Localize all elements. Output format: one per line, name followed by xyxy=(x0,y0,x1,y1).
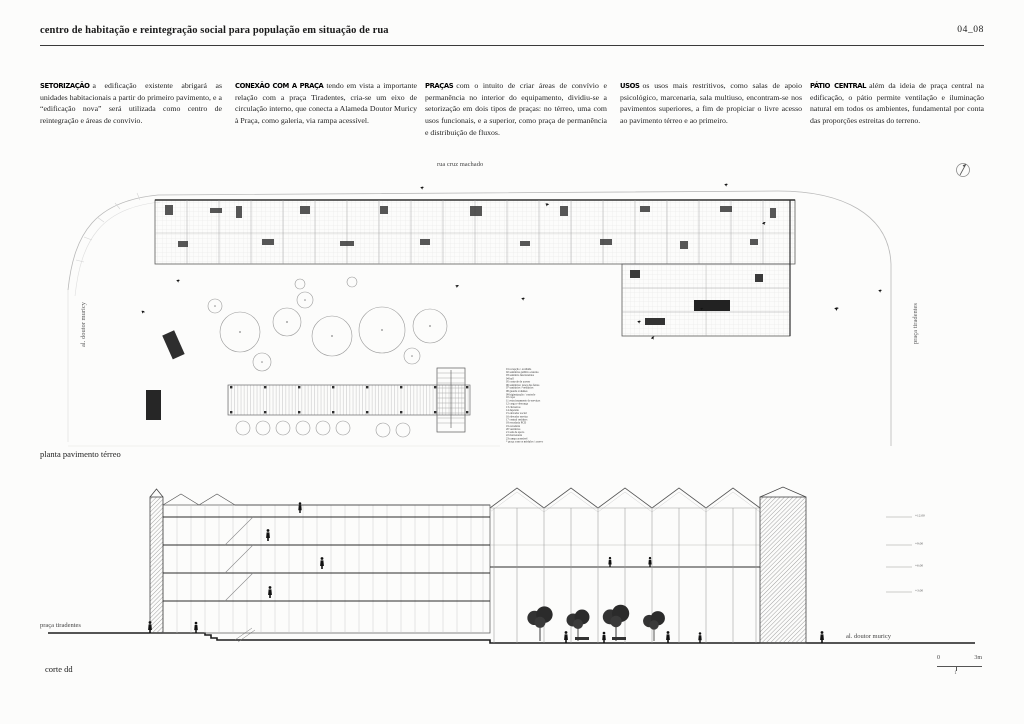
column-body: com o intuito de criar áreas de convívio e permanência no interior do equipamento, dividiu-se a setorização em dois tipos de praças: no térreo, uma com usos funcionais, e a superior, como praça de permanência e distribuição de fluxos. xyxy=(425,81,607,137)
column-body: tendo em vista a importante relação com a praça Tiradentes, cria-se um eixo de circulação interno, que conecta a Alameda Doutor Muricy à Praça, como galeria, via rampa acessível. xyxy=(235,81,417,126)
section-hall xyxy=(490,488,760,643)
legend-item: 08 guarda volumes xyxy=(506,390,528,393)
column-body: os usos mais restritivos, como salas de apoio psicológico, marcenaria, sala multiuso, encontram-se nos pavimentos superiores, a fim de propiciar o livre acesso ao pavimento térreo e ao primeiro. xyxy=(620,81,802,126)
plan-building-strip xyxy=(155,200,795,264)
column-lead: USOS xyxy=(620,82,640,90)
text-column-usos xyxy=(620,80,802,127)
elevation-marker-lines xyxy=(886,517,912,592)
legend-item: 09 higienização / controle xyxy=(506,393,536,397)
legend-item: 19 escadaria xyxy=(506,424,521,428)
legend-item: 02 sanitários público externo xyxy=(506,371,539,374)
legend-item: 14 depósito xyxy=(506,409,520,412)
legend-item: 18 escadaria PCD xyxy=(506,421,527,425)
plan-plaza-trees xyxy=(208,277,447,371)
scale-zero-label: 0 xyxy=(937,655,940,661)
plan-caption: planta pavimento térreo xyxy=(40,449,121,459)
scale-max-label: 3m xyxy=(974,655,982,661)
plan-vehicle xyxy=(146,390,161,420)
legend-item: 03 sanitário funcionários xyxy=(506,374,535,378)
section-label-praca-tiradentes: praça tiradentes xyxy=(40,622,81,629)
legend-item: 11 estacionamento de serviços xyxy=(506,399,541,403)
elevation-level-label: +12.00 xyxy=(915,514,925,518)
legend-item: 01 recepção / acolhida xyxy=(506,368,532,371)
section-drawing xyxy=(48,487,975,643)
legend-item: 21 sala de apoio xyxy=(506,431,525,434)
legend-item: 12 carga e descarga xyxy=(506,402,529,406)
legend-item: 04 hall xyxy=(506,377,514,381)
legend-item: 23 rampa acessível xyxy=(506,437,528,441)
elevation-level-label: +9.00 xyxy=(915,542,924,546)
column-lead: SETORIZAÇÃO xyxy=(40,82,90,90)
street-label-al-doutor-muricy: al. doutor muricy xyxy=(80,302,87,347)
section-right-block xyxy=(760,487,806,643)
street-label-praca-tiradentes: praça tiradentes xyxy=(912,303,919,344)
legend-item: 13 chuveiros xyxy=(506,405,521,409)
legend-item: 05 controle de acesso xyxy=(506,380,531,384)
plan-legend-list xyxy=(506,368,605,444)
section-caption: corte dd xyxy=(45,664,73,674)
section-left-wall xyxy=(150,497,163,633)
legend-item: 15 elevador social xyxy=(506,412,527,416)
elevation-level-label: +6.00 xyxy=(915,564,924,568)
text-column-pracas xyxy=(425,80,607,138)
section-ground-line xyxy=(48,633,975,643)
sheet-page-number: 04_08 xyxy=(957,25,984,35)
legend-item: 10 copa xyxy=(506,396,515,400)
section-left-block xyxy=(163,494,490,633)
text-column-setorizacao xyxy=(40,80,222,127)
text-column-conexao xyxy=(235,80,417,127)
column-body: a edificação existente abrigará as unidades habitacionais a partir do primeiro pavimento, e a “edificação nova” será utilizada como centro de reintegração e áreas de convívio. xyxy=(40,81,222,126)
legend-item: * praça com os módulos / acervo xyxy=(506,440,544,444)
legend-item: 17 central resíduos xyxy=(506,418,528,422)
plan-pergola xyxy=(228,385,470,437)
column-lead: CONEXÃO COM A PRAÇA xyxy=(235,82,324,90)
section-label-al-doutor-muricy: al. doutor muricy xyxy=(846,633,891,640)
scale-bar xyxy=(930,655,982,679)
column-body: além da ideia de praça central na edificação, o pátio permite ventilação e iluminação natural em todos os ambientes, fundamental por conta das proporções estreitas do terreno. xyxy=(810,81,984,126)
legend-item: 20 vestiários xyxy=(506,427,521,431)
scale-mid-label: 1 xyxy=(954,670,957,676)
text-column-patio xyxy=(810,80,984,127)
legend-item: 16 elevador serviço xyxy=(506,415,529,419)
column-lead: PÁTIO CENTRAL xyxy=(810,82,867,90)
north-arrow-icon xyxy=(957,164,970,177)
plan-vehicle xyxy=(162,330,184,359)
legend-item: 07 sanitários / vestiários xyxy=(506,386,534,390)
sheet-title: centro de habitação e reintegração social para população em situação de rua xyxy=(40,25,389,36)
elevation-level-label: +3.00 xyxy=(915,589,924,593)
header-divider xyxy=(40,45,984,46)
legend-item: 06 sanitários: praça das feiras xyxy=(506,383,540,387)
legend-item: 22 marcenaria xyxy=(506,434,523,438)
column-lead: PRAÇAS xyxy=(425,82,454,90)
street-label-rua-cruz-machado: rua cruz machado xyxy=(437,161,484,168)
scale-bar-line xyxy=(937,666,982,667)
